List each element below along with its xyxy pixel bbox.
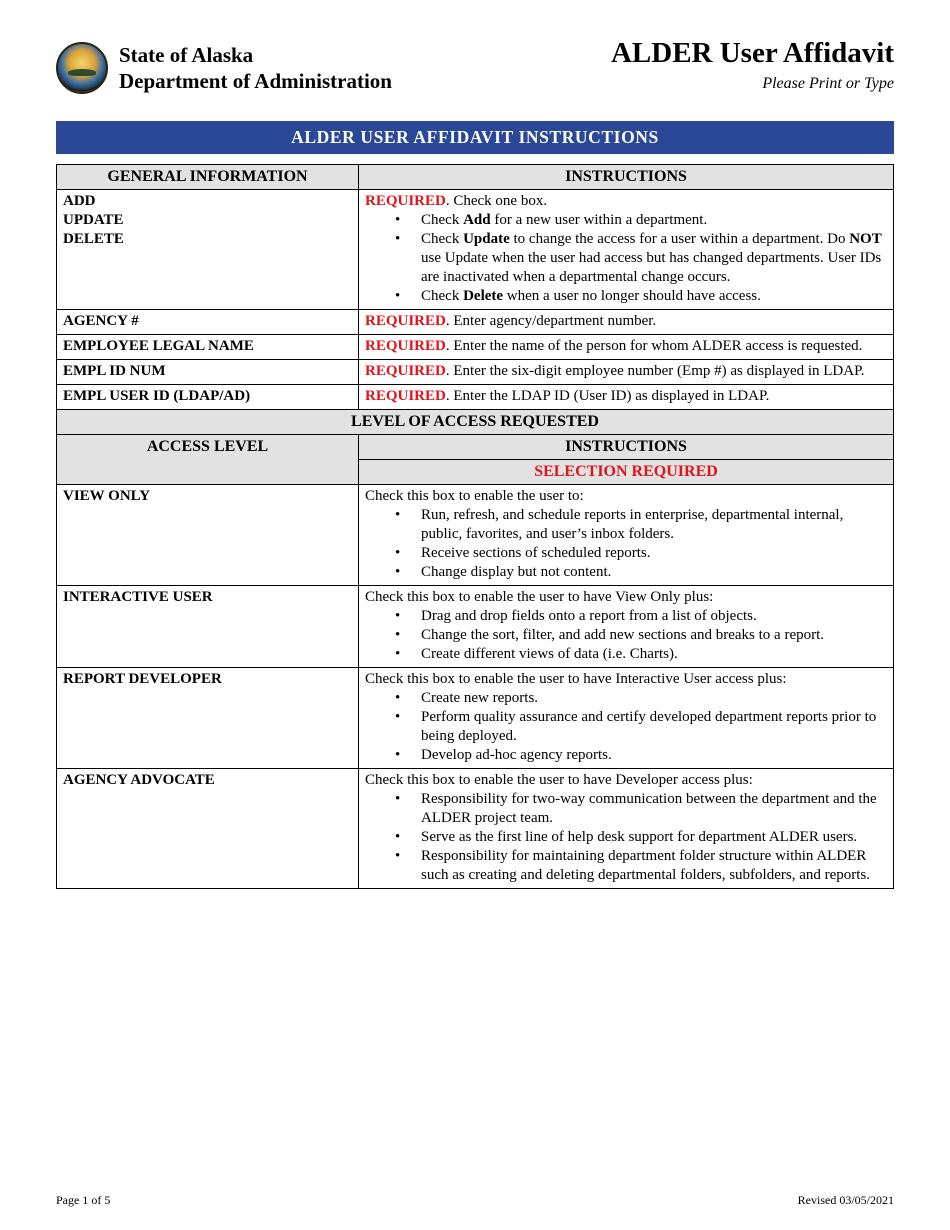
table-row-report-developer [57,668,894,769]
row-label: EMPLOYEE LEGAL NAME [57,335,359,360]
org-line-department: Department of Administration [119,69,392,93]
list-item: • Serve as the first line of help desk support for department ALDER users. [421,828,887,847]
access-intro: Check this box to enable the user to have Interactive User access plus: [365,671,787,687]
action-labels [57,190,359,310]
list-item: • Drag and drop fields onto a report from a list of objects. [421,607,887,626]
action-instructions [359,190,894,310]
revision-date: Revised 03/05/2021 [797,1193,894,1207]
table-row-interactive-user [57,586,894,668]
access-instructions [359,586,894,668]
row-label: EMPL ID NUM [57,360,359,385]
list-item: • Create different views of data (i.e. Charts). [421,645,887,664]
page-header [0,0,950,110]
table-row-user-id [57,385,894,410]
table-row-agency [57,310,894,335]
access-label: INTERACTIVE USER [57,586,359,668]
table-row-agency-advocate [57,769,894,889]
access-instructions [359,769,894,889]
access-instructions-header: INSTRUCTIONS [359,435,894,460]
row-instruction: REQUIRED. Enter the name of the person for whom ALDER access is requested. [359,335,894,360]
access-intro: Check this box to enable the user to have View Only plus: [365,589,714,605]
list-item: • Create new reports. [421,689,887,708]
general-header-row [57,165,894,190]
row-instruction: REQUIRED. Enter the six-digit employee number (Emp #) as displayed in LDAP. [359,360,894,385]
access-instructions [359,485,894,586]
access-level-header: ACCESS LEVEL [57,435,359,485]
required-tag: REQUIRED [365,193,446,209]
access-header-row [57,435,894,460]
form-subtitle: Please Print or Type [762,75,894,92]
list-item: • Check Update to change the access for a user within a department. Do NOT use Update when the user had access but has changed departments. User IDs are inactivated when a departmental change occurs. [421,230,887,287]
required-tag: REQUIRED [365,338,446,354]
list-item: • Change display but not content. [421,563,887,582]
required-tag: REQUIRED [365,363,446,379]
label-add: ADD [63,193,96,209]
instructions-table [56,164,894,889]
access-intro: Check this box to enable the user to have Developer access plus: [365,772,753,788]
row-instruction: REQUIRED. Enter the LDAP ID (User ID) as displayed in LDAP. [359,385,894,410]
label-update: UPDATE [63,212,124,228]
access-label: REPORT DEVELOPER [57,668,359,769]
table-row-empl-id [57,360,894,385]
label-delete: DELETE [63,231,124,247]
table-row-action [57,190,894,310]
organization-name [119,42,392,94]
form-title: ALDER User Affidavit [610,37,894,69]
access-label: AGENCY ADVOCATE [57,769,359,889]
list-item: • Receive sections of scheduled reports. [421,544,887,563]
access-intro: Check this box to enable the user to: [365,488,584,504]
list-item: • Responsibility for two-way communication between the department and the ALDER project team. [421,790,887,828]
page-number: Page 1 of 5 [56,1193,111,1207]
list-item: • Develop ad-hoc agency reports. [421,746,887,765]
access-section-title: LEVEL OF ACCESS REQUESTED [57,410,894,435]
list-item: • Check Add for a new user within a department. [421,211,887,230]
row-label: EMPL USER ID (LDAP/AD) [57,385,359,410]
required-tag: REQUIRED [365,313,446,329]
list-item: • Check Delete when a user no longer should have access. [421,287,887,306]
instructions-banner: ALDER USER AFFIDAVIT INSTRUCTIONS [56,121,894,154]
required-tag: REQUIRED [365,388,446,404]
action-intro: REQUIRED. Check one box. [365,193,548,209]
list-item: • Run, refresh, and schedule reports in enterprise, departmental internal, public, favorites, and user’s inbox folders. [421,506,887,544]
access-instructions [359,668,894,769]
selection-required: SELECTION REQUIRED [359,460,894,485]
action-bullets [365,211,887,306]
list-item: • Perform quality assurance and certify developed department reports prior to being deployed. [421,708,887,746]
list-item: • Responsibility for maintaining department folder structure within ALDER such as creating and deleting departmental folders, subfolders, and reports. [421,847,887,885]
org-line-state: State of Alaska [119,43,254,67]
access-section-row [57,410,894,435]
instructions-header: INSTRUCTIONS [359,165,894,190]
row-label: AGENCY # [57,310,359,335]
access-label: VIEW ONLY [57,485,359,586]
state-seal-logo [56,42,108,94]
row-instruction: REQUIRED. Enter agency/department number. [359,310,894,335]
list-item: • Change the sort, filter, and add new sections and breaks to a report. [421,626,887,645]
table-row-view-only [57,485,894,586]
title-block [611,36,894,96]
table-row-legal-name [57,335,894,360]
general-info-header: GENERAL INFORMATION [57,165,359,190]
